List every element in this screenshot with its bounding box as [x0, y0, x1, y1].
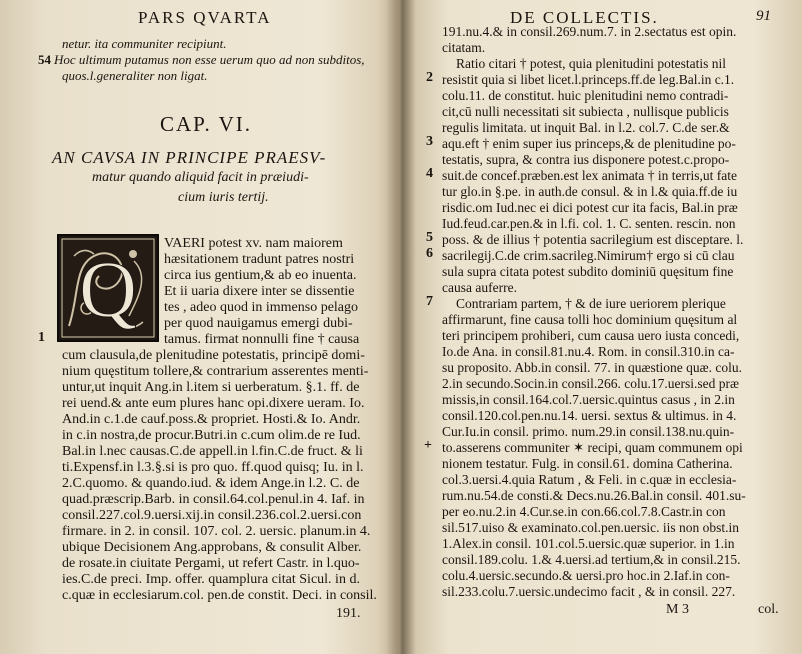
right-body-line: teri principem prohiberi, cum causa uero iusta concedi,	[442, 328, 740, 343]
right-body-line: missis,in consil.164.col.7.uersic.quintus casus , in 2.in	[442, 392, 735, 407]
right-body-line: colu.11. de constitut. huic plenitudini nemo contradi-	[442, 88, 729, 103]
chapter-title-line-1: AN CAVSA IN PRINCIPE PRAESV-	[52, 148, 327, 167]
initial-line-6: per quod nauigamus emergi dubi-	[164, 316, 353, 331]
left-catchword: 191.	[336, 606, 361, 621]
left-margin-number: 1	[38, 330, 45, 345]
right-body-line: su proposito. Abb.in consil. 77. in quæstione quæ. colu.	[442, 360, 743, 375]
chapter-heading: CAP. VI.	[160, 112, 253, 136]
right-body-line: suit.de concef.præben.est lex animata † in terris,ut fate	[442, 168, 738, 183]
right-body-line: consil.189.colu. 1.& 4.uersi.ad tertium,& in consil.215.	[442, 552, 741, 567]
right-body-line: testatis, supra, & contra ius disponere potest.c.propo-	[442, 152, 730, 167]
left-body-line: c.quæ in ecclesiarum.col. pen.de constit. Deci. in consil.	[62, 588, 377, 603]
left-body-line: de rosate.in ciuitate Pergami, ut refert Castr. in l.quo-	[62, 556, 360, 571]
right-body-line: poss. & de illius † potentia sacrilegium est disceptare. l.	[442, 232, 744, 247]
right-body-line: to.asserens communiter ✶ recipi, quam communem opi	[442, 440, 743, 455]
left-top-line-1: netur. ita communiter recipiunt.	[62, 36, 227, 51]
right-body-line: Ratio citari † potest, quia plenitudini potestatis nil	[456, 56, 726, 71]
right-body-line: col.3.uersi.4.quia Ratum , & Feli. in c.quæ in ecclesia-	[442, 472, 737, 487]
right-margin-number: 7	[426, 294, 433, 309]
right-body-line: regulis limitata. ut inquit Bal. in l.2. col.7. C.de ser.&	[442, 120, 730, 135]
right-body-line: resistit quia si libet licet.l.princeps.ff.de leg.Bal.in c.1.	[442, 72, 735, 87]
left-body-line: firmare. in 2. in consil. 107. col. 2. uersic. planum.in 4.	[62, 524, 371, 539]
right-body-line: affirmarunt, fine causa tolli hoc dominium quęsitum al	[442, 312, 738, 327]
right-signature: M 3	[666, 602, 689, 617]
right-page	[404, 0, 802, 654]
right-folio: 91	[756, 8, 771, 24]
left-body-line: quad.præscrip.Barb. in consil.64.col.penul.in 4. Iaf. in	[62, 492, 365, 507]
right-body-line: rum.nu.54.de consti.& Decs.nu.26.Bal.in consil. 401.su-	[442, 488, 746, 503]
right-body-line: sula supra citata potest subdito dominiū quęsitum fine	[442, 264, 734, 279]
right-body-line: causa auferre.	[442, 280, 517, 295]
right-body-line: 2.in secundo.Socin.in consil.266. colu.17.uersi.sed præ	[442, 376, 739, 391]
left-top-line-2: Hoc ultimum putamus non esse uerum quo ad non subditos,	[54, 52, 365, 67]
initial-line-5: tes , adeo quod in immenso pelago	[164, 300, 359, 315]
initial-letter: Q	[79, 246, 137, 334]
right-margin-number: 3	[426, 134, 433, 149]
left-body-line: And.in c.1.de cauf.poss.& propriet. Hosti.& Io. Andr.	[62, 412, 361, 427]
right-body-line: consil.120.col.pen.nu.14. uersi. sextus & ultimus. in 4.	[442, 408, 737, 423]
right-catchword: col.	[758, 602, 779, 617]
decorated-initial-ornament	[59, 236, 157, 340]
right-body-line: 1.Alex.in consil. 101.col.5.uersic.quæ superior. in 1.in	[442, 536, 735, 551]
right-body-line: nionem testatur. Fulg. in consil.61. domina Catherina.	[442, 456, 733, 471]
right-body-line: Iud.feud.car.pen.& in l.fi. col. 1. C. senten. rescin. non	[442, 216, 736, 231]
left-body-line: untur,ut inquit Ang.in l.item si uerberatum. §.1. ff. de	[62, 380, 360, 395]
left-body-line: cum clausula,de plenitudine potestatis, principē domi-	[62, 348, 365, 363]
left-body-line: rei uend.& ante eum plures hanc opi.dixere ueram. Io.	[62, 396, 365, 411]
right-body-line: Contrariam partem, † & de iure ueriorem plerique	[456, 296, 726, 311]
right-margin-mark: +	[424, 438, 432, 453]
left-body-line: ies.C.de preci. Imp. offer. quamplura citat Sicul. in d.	[62, 572, 360, 587]
initial-line-1: VAERI potest xv. nam maiorem	[164, 236, 343, 251]
left-body-line: 2.C.quomo. & quando.iud. & idem Ange.in l.2. C. de	[62, 476, 360, 491]
left-top-line-3: quos.l.generaliter non ligat.	[62, 68, 208, 83]
right-body-line: 191.nu.4.& in consil.269.num.7. in 2.sectatus est opin.	[442, 24, 737, 39]
right-margin-number: 6	[426, 246, 433, 261]
right-body-line: colu.4.uersic.secundo.& uersi.pro hoc.in 2.Iaf.in con-	[442, 568, 730, 583]
initial-line-2: hæsitationem tradunt patres nostri	[164, 252, 355, 267]
right-body-line: Cur.Iu.in consil. primo. num.29.in consil.138.nu.quin-	[442, 424, 735, 439]
left-body-line: Bal.in l.nec causas.C.de appell.in l.fin.C.de fruct. & li	[62, 444, 363, 459]
right-margin-number: 2	[426, 70, 433, 85]
left-top-margin-number: 54	[38, 52, 51, 67]
right-body-line: Io.de Ana. in consil.81.nu.4. Rom. in consil.310.in ca-	[442, 344, 735, 359]
initial-line-3: circa ius gentium,& ab eo inuenta.	[164, 268, 357, 283]
left-running-head: PARS QVARTA	[138, 8, 272, 27]
right-margin-number: 5	[426, 230, 433, 245]
chapter-title-line-3: cium iuris tertij.	[178, 190, 269, 205]
decorated-initial	[57, 234, 159, 342]
right-body-line: per eo.nu.2.in 4.Cur.se.in con.66.col.7.8.Castr.in con	[442, 504, 726, 519]
right-body-line: cit,cū nulli necessitati sit subiecta , nullisque publicis	[442, 104, 729, 119]
left-body-line: in c.in nostra,de procur.Butri.in c.cum olim.de re Iud.	[62, 428, 361, 443]
right-running-head: DE COLLECTIS.	[510, 8, 659, 27]
left-body-line: consil.227.col.9.uersi.xij.in consil.236.col.2.uersi.con	[62, 508, 362, 523]
left-body-line: ti.Expensf.in l.3.§.si is pro quo. ff.quod quisq; Iu. in l.	[62, 460, 364, 475]
right-body-line: sil.517.uiso & examinato.col.pen.uersic. iis non obst.in	[442, 520, 739, 535]
initial-line-4: Et ii uaria dixere inter se dissentie	[164, 284, 355, 299]
initial-line-7: tamus. firmat nonnulli fine † causa	[164, 332, 360, 347]
right-body-line: sacrilegij.C.de crim.sacrileg.Nimirum† ergo si cū clau	[442, 248, 735, 263]
left-body-line: nium quęstitum tollere,& contrarium asserentes menti-	[62, 364, 369, 379]
left-body-line: ubique Decisionem Ang.approbans, & consulit Alber.	[62, 540, 362, 555]
right-body-line: risdic.om Iud.nec ei dici potest cur ita facis, Bal.in præ	[442, 200, 738, 215]
right-body-line: aqu.eft † enim super ius princeps,& de plenitudine po-	[442, 136, 736, 151]
right-margin-number: 4	[426, 166, 433, 181]
right-body-line: tur glo.in §.pe. in auth.de consul. & in l.& quia.ff.de iu	[442, 184, 738, 199]
right-body-line: citatam.	[442, 40, 486, 55]
chapter-title-line-2: matur quando aliquid facit in præiudi-	[92, 170, 309, 185]
left-page	[0, 0, 398, 654]
right-body-line: sil.233.colu.7.uersic.undecimo facit , & in consil. 227.	[442, 584, 736, 599]
